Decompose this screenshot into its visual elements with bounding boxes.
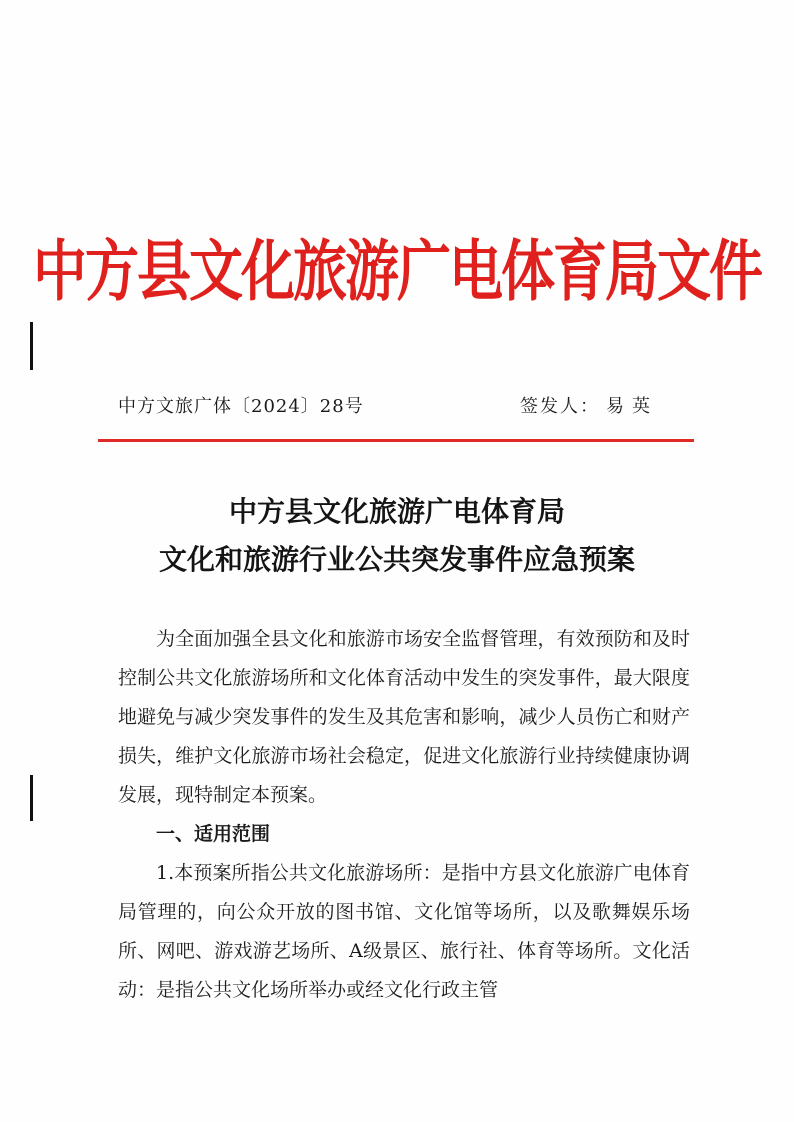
document-number: 中方文旅广体〔2024〕28号 (118, 396, 364, 417)
section-paragraph: 1.本预案所指公共文化旅游场所：是指中方县文化旅游广电体育局管理的，向公众开放的图书馆、文化馆等场所，以及歌舞娱乐场所、网吧、游戏游艺场所、A级景区、旅行社、体育等场所。文化活动：是指公共文化场所举办或经文化行政主管 (118, 862, 690, 1001)
document-body (118, 620, 690, 1010)
red-separator-rule (98, 439, 694, 442)
binding-margin-mark (30, 322, 33, 370)
signer (520, 392, 658, 418)
signer-name: 易英 (606, 396, 658, 417)
document-meta (118, 392, 658, 422)
title-line-2: 文化和旅游行业公共突发事件应急预案 (158, 543, 635, 576)
signer-label: 签发人： (520, 396, 600, 417)
issuer-masthead: 中方县文化旅游广电体育局文件 (33, 231, 761, 310)
binding-margin-mark (30, 775, 33, 821)
title-line-1: 中方县文化旅游广电体育局 (228, 495, 565, 528)
intro-paragraph: 为全面加强全县文化和旅游市场安全监督管理，有效预防和及时控制公共文化旅游场所和文化体育活动中发生的突发事件，最大限度地避免与减少突发事件的发生及其危害和影响，减少人员伤亡和财产损失，维护文化旅游市场社会稳定，促进文化旅游行业持续健康协调发展，现特制定本预案。 (118, 628, 690, 806)
section-heading: 一、适用范围 (156, 823, 271, 845)
document-title (0, 488, 794, 584)
